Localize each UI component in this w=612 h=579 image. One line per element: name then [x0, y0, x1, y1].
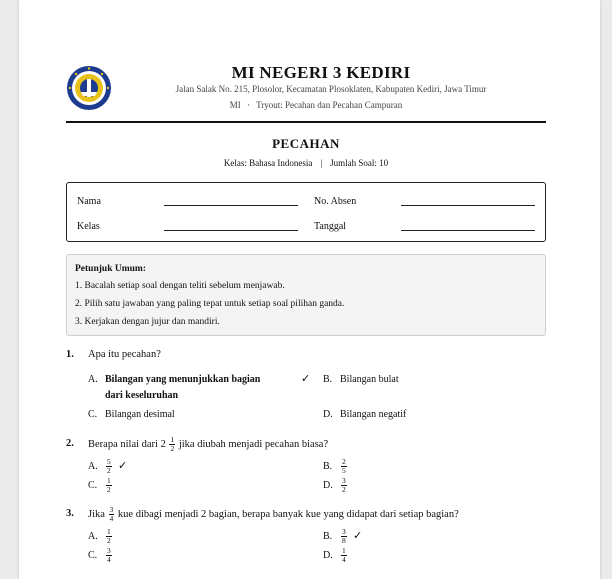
question-2	[66, 434, 546, 456]
school-header	[66, 62, 546, 112]
question-count: Jumlah Soal: 10	[330, 158, 389, 168]
fraction: $\frac{3}{4}$	[109, 505, 114, 524]
instruction-item: 3. Kerjakan dengan jujur dan mandiri.	[75, 317, 220, 327]
option-label: B.	[323, 374, 333, 385]
option-text: Bilangan desimal	[105, 409, 175, 420]
tryout-label: Tryout: Pecahan dan Pecahan Campuran	[256, 100, 403, 110]
fraction: $\frac{1}{4}$	[342, 546, 346, 564]
option-a[interactable]	[88, 528, 128, 548]
instructions-box	[66, 254, 546, 336]
date-field[interactable]	[401, 230, 535, 231]
fraction: $\frac{3}{8}$	[342, 527, 346, 545]
option-label: C.	[88, 409, 98, 420]
option-c[interactable]	[88, 477, 128, 497]
worksheet-title: PECAHAN	[272, 136, 340, 151]
correct-check-icon: ✓	[301, 373, 311, 385]
option-label: C.	[88, 480, 98, 491]
option-text: Bilangan bulat	[340, 374, 399, 385]
option-label: D.	[323, 480, 333, 491]
class-label: Kelas: Bahasa Indonesia	[223, 158, 313, 168]
option-b[interactable]	[323, 528, 383, 548]
instructions-heading: Petunjuk Umum:	[75, 264, 146, 274]
mixed-fraction: $\frac{1}{2}$	[170, 435, 175, 454]
question-text: Berapa nilai dari 2 $\frac{1}{2}$ jika diubah menjadi pecahan biasa?	[88, 435, 329, 454]
fraction: $\frac{3}{4}$	[107, 546, 111, 564]
option-label: D.	[323, 550, 333, 561]
question-text: Jika $\frac{3}{4}$ kue dibagi menjadi 2 bagian, berapa banyak kue yang didapat dari setiap bagian?	[88, 505, 459, 524]
instruction-item: 2. Pilih satu jawaban yang paling tepat untuk setiap soal pilihan ganda.	[75, 299, 345, 309]
option-label: A.	[88, 461, 98, 472]
option-c[interactable]	[88, 547, 128, 567]
option-text-continued: dari keseluruhan	[105, 390, 179, 401]
option-d[interactable]	[323, 547, 363, 567]
name-field[interactable]	[164, 205, 298, 206]
correct-check-icon: ✓	[118, 460, 128, 472]
option-text: Bilangan yang menunjukkan bagian	[105, 374, 261, 385]
option-label: A.	[88, 531, 98, 542]
option-label: C.	[88, 550, 98, 561]
option-label: A.	[88, 374, 98, 385]
option-text: Bilangan negatif	[340, 409, 407, 420]
option-a[interactable]	[88, 458, 148, 478]
student-identity-box	[66, 182, 546, 242]
fraction: $\frac{2}{5}$	[342, 457, 346, 475]
class-field[interactable]	[164, 230, 298, 231]
option-b[interactable]	[323, 458, 363, 478]
level-label: MI	[229, 100, 241, 110]
option-label: B.	[323, 531, 333, 542]
roll-number-field[interactable]	[401, 205, 535, 206]
date-label: Tanggal	[314, 221, 347, 232]
fraction: $\frac{1}{2}$	[107, 527, 111, 545]
correct-check-icon: ✓	[353, 530, 363, 542]
header-divider	[66, 121, 546, 123]
question-3	[66, 504, 546, 526]
instruction-item: 1. Bacalah setiap soal dengan teliti sebelum menjawab.	[75, 281, 285, 291]
question-number: 3.	[66, 508, 74, 519]
worksheet-page	[19, 0, 600, 579]
fraction: $\frac{5}{2}$	[107, 457, 111, 475]
roll-number-label: No. Absen	[314, 196, 357, 207]
option-label: B.	[323, 461, 333, 472]
fraction: $\frac{1}{2}$	[107, 476, 111, 494]
option-d[interactable]	[323, 477, 363, 497]
question-number: 2.	[66, 438, 74, 449]
question-number: 1.	[66, 349, 74, 360]
class-field-label: Kelas	[77, 221, 100, 232]
name-label: Nama	[77, 196, 101, 207]
option-label: D.	[323, 409, 333, 420]
school-name: MI NEGERI 3 KEDIRI	[231, 63, 411, 82]
question-text: Apa itu pecahan?	[88, 349, 161, 360]
exam-subline: MI · Tryout: Pecahan dan Pecahan Campuran	[229, 100, 403, 110]
worksheet-meta: Kelas: Bahasa Indonesia | Jumlah Soal: 10	[223, 158, 389, 168]
fraction: $\frac{3}{2}$	[342, 476, 346, 494]
school-address: Jalan Salak No. 215, Plosolor, Kecamatan Plosoklaten, Kabupaten Kediri, Jawa Timur	[175, 84, 487, 94]
